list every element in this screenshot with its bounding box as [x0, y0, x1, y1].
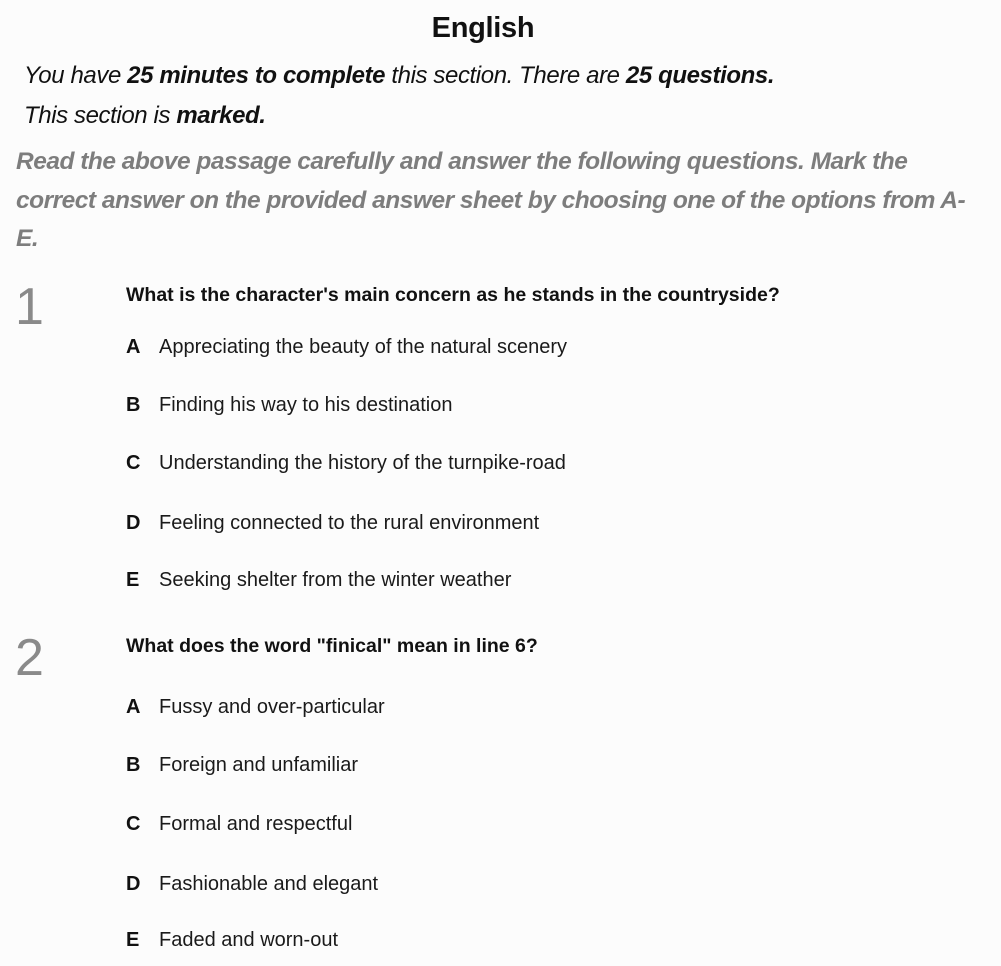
option-text: Seeking shelter from the winter weather	[159, 569, 512, 591]
question-text: What is the character's main concern as he stands in the countryside?	[126, 284, 780, 306]
option-text: Appreciating the beauty of the natural scenery	[159, 336, 568, 358]
option-letter: D	[126, 512, 141, 534]
option-text: Fussy and over-particular	[159, 696, 385, 718]
option-text: Faded and worn-out	[159, 929, 339, 951]
option-a[interactable]	[126, 336, 567, 359]
option-b[interactable]	[126, 754, 358, 777]
option-a[interactable]	[126, 696, 385, 719]
option-text: Fashionable and elegant	[159, 873, 379, 895]
option-text: Understanding the history of the turnpike-road	[159, 452, 566, 474]
option-text: Formal and respectful	[159, 813, 353, 835]
option-c[interactable]	[126, 813, 352, 836]
option-letter: B	[126, 754, 141, 776]
option-text: Finding his way to his destination	[159, 394, 453, 416]
option-letter: C	[126, 452, 141, 474]
intro-text: This section is	[24, 102, 177, 129]
intro-question-count-bold: 25 questions.	[625, 62, 775, 89]
option-text: Foreign and unfamiliar	[159, 754, 358, 776]
option-letter: B	[126, 394, 141, 416]
intro-time-limit	[24, 62, 774, 90]
intro-text: this section. There are	[385, 62, 626, 89]
option-letter: E	[126, 929, 140, 951]
intro-text: You have	[24, 62, 128, 89]
section-title: English	[431, 12, 535, 44]
option-letter: D	[126, 873, 141, 895]
question-number: 2	[15, 629, 44, 687]
option-d[interactable]	[126, 512, 539, 535]
option-letter: A	[126, 336, 141, 358]
option-e[interactable]	[126, 929, 338, 952]
instructions: Read the above passage carefully and answer the following questions. Mark the correct answer on the provided answer sheet by choosing one of the options from A-E.	[16, 148, 966, 252]
option-letter: E	[126, 569, 140, 591]
question-text: What does the word "finical" mean in line 6?	[126, 635, 538, 657]
option-d[interactable]	[126, 873, 378, 896]
option-text: Feeling connected to the rural environment	[159, 512, 540, 534]
option-c[interactable]	[126, 452, 566, 475]
question-number: 1	[15, 278, 44, 336]
intro-time-bold: 25 minutes to complete	[127, 62, 386, 89]
option-letter: A	[126, 696, 141, 718]
option-b[interactable]	[126, 394, 453, 417]
option-e[interactable]	[126, 569, 511, 592]
intro-marked-bold: marked.	[176, 102, 266, 129]
intro-marked	[24, 102, 266, 130]
option-letter: C	[126, 813, 141, 835]
